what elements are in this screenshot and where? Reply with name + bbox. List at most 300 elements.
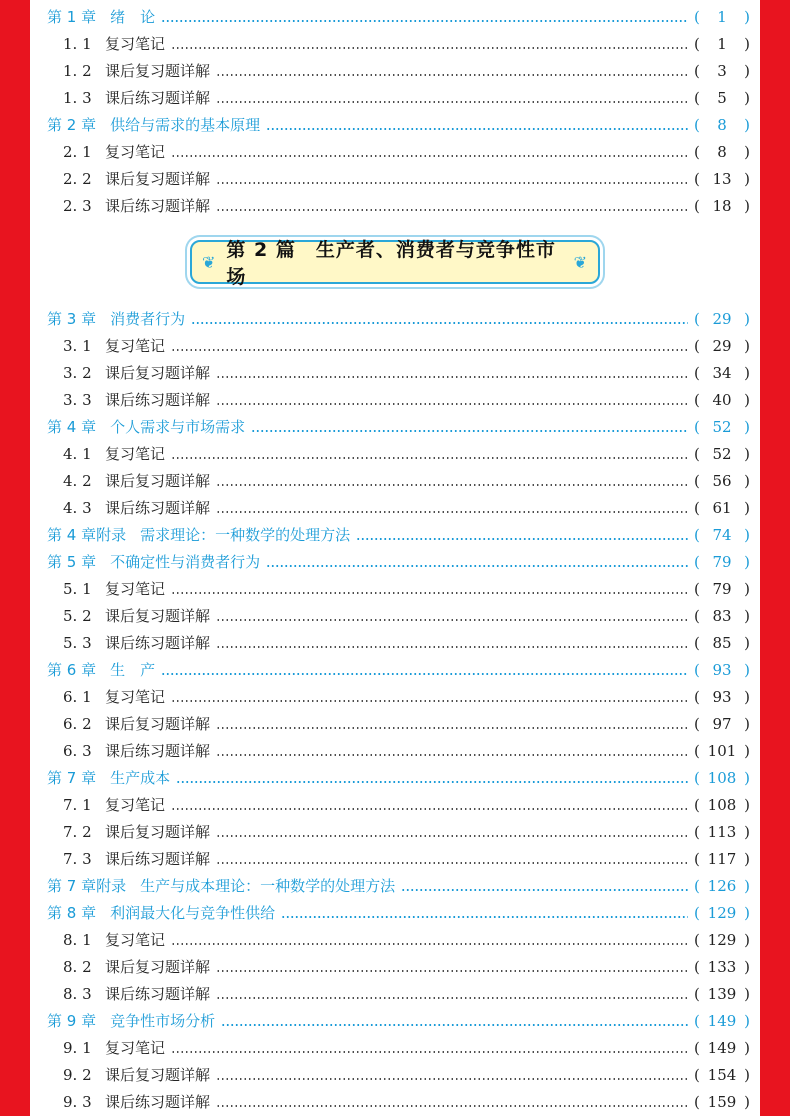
toc-page-number <box>694 900 760 927</box>
page-number-value: 79 <box>712 553 732 571</box>
toc-page-number <box>694 360 760 387</box>
toc-entry-number: 第 2 章 <box>47 116 97 134</box>
toc-section-entry[interactable] <box>30 360 760 387</box>
toc-entry-title: 复习笔记 <box>105 143 166 161</box>
paren-close: ) <box>744 310 750 328</box>
toc-section-entry[interactable] <box>30 846 760 873</box>
paren-open: ( <box>694 553 700 571</box>
toc-chapter-entry[interactable] <box>30 873 760 900</box>
toc-entry-title: 复习笔记 <box>105 337 166 355</box>
toc-section-entry[interactable] <box>30 1062 760 1089</box>
page-number-value: 74 <box>712 526 732 544</box>
toc-entry-number: 1. 1 <box>63 35 92 53</box>
toc-entry-title: 课后复习题详解 <box>105 958 211 976</box>
paren-open: ( <box>694 499 700 517</box>
toc-entry-label <box>30 360 210 387</box>
toc-entry-number: 3. 2 <box>63 364 92 382</box>
toc-entry-number: 6. 1 <box>63 688 92 706</box>
paren-close: ) <box>744 116 750 134</box>
paren-close: ) <box>744 715 750 733</box>
paren-close: ) <box>744 823 750 841</box>
toc-entry-title: 复习笔记 <box>105 35 166 53</box>
toc-chapter-entry[interactable] <box>30 765 760 792</box>
toc-group-part1 <box>30 4 760 220</box>
toc-section-entry[interactable] <box>30 166 760 193</box>
toc-entry-number: 第 9 章 <box>47 1012 97 1030</box>
paren-close: ) <box>744 418 750 436</box>
toc-page-number <box>694 576 760 603</box>
toc-entry-label <box>30 193 210 220</box>
paren-open: ( <box>694 958 700 976</box>
toc-section-entry[interactable] <box>30 792 760 819</box>
toc-entry-number: 第 3 章 <box>47 310 97 328</box>
toc-entry-title: 课后复习题详解 <box>105 1066 211 1084</box>
paren-close: ) <box>744 472 750 490</box>
toc-section-entry[interactable] <box>30 387 760 414</box>
page-number-value: 13 <box>712 170 732 188</box>
ornament-left-icon: ❦ <box>202 252 217 272</box>
paren-open: ( <box>694 418 700 436</box>
paren-open: ( <box>694 337 700 355</box>
toc-page-number <box>694 414 760 441</box>
toc-section-entry[interactable] <box>30 1035 760 1062</box>
toc-section-entry[interactable] <box>30 333 760 360</box>
page-number-value: 8 <box>717 143 727 161</box>
dot-leader <box>171 592 688 594</box>
page-number-value: 56 <box>712 472 732 490</box>
dot-leader <box>161 673 688 675</box>
toc-section-entry[interactable] <box>30 711 760 738</box>
toc-entry-title: 课后练习题详解 <box>105 499 211 517</box>
toc-section-entry[interactable] <box>30 31 760 58</box>
paren-open: ( <box>694 472 700 490</box>
dot-leader <box>191 322 688 324</box>
toc-entry-title: 利润最大化与竞争性供给 <box>110 904 276 922</box>
paren-open: ( <box>694 931 700 949</box>
page-number-value: 149 <box>707 1012 737 1030</box>
paren-close: ) <box>744 337 750 355</box>
toc-page-number <box>694 981 760 1008</box>
toc-entry-label <box>30 387 210 414</box>
paren-open: ( <box>694 391 700 409</box>
toc-section-entry[interactable] <box>30 193 760 220</box>
dot-leader <box>216 182 688 184</box>
toc-entry-label <box>30 414 245 441</box>
toc-entry-label <box>30 139 165 166</box>
dot-leader <box>161 20 688 22</box>
dot-leader <box>171 457 688 459</box>
toc-page-number <box>694 58 760 85</box>
toc-entry-label <box>30 765 170 792</box>
toc-entry-title: 课后练习题详解 <box>105 985 211 1003</box>
toc-section-entry[interactable] <box>30 927 760 954</box>
toc-chapter-entry[interactable] <box>30 522 760 549</box>
page-number-value: 52 <box>712 418 732 436</box>
toc-entry-label <box>30 306 185 333</box>
toc-section-entry[interactable] <box>30 981 760 1008</box>
toc-entry-number: 8. 2 <box>63 958 92 976</box>
page-number-value: 29 <box>712 310 732 328</box>
toc-entry-number: 第 7 章附录 <box>47 877 127 895</box>
toc-entry-title: 课后练习题详解 <box>105 1093 211 1111</box>
toc-entry-title: 课后练习题详解 <box>105 197 211 215</box>
toc-entry-label <box>30 112 260 139</box>
dot-leader <box>251 430 688 432</box>
toc-entry-number: 5. 2 <box>63 607 92 625</box>
toc-chapter-entry[interactable] <box>30 657 760 684</box>
toc-page-number <box>694 441 760 468</box>
paren-close: ) <box>744 688 750 706</box>
toc-section-entry[interactable] <box>30 684 760 711</box>
paren-open: ( <box>694 688 700 706</box>
toc-entry-title: 复习笔记 <box>105 580 166 598</box>
part-banner <box>190 239 600 288</box>
toc-page-number <box>694 684 760 711</box>
toc-page-number <box>694 1035 760 1062</box>
toc-section-entry[interactable] <box>30 441 760 468</box>
toc-page-number <box>694 85 760 112</box>
toc-page-number <box>694 31 760 58</box>
toc-entry-title: 课后练习题详解 <box>105 850 211 868</box>
paren-open: ( <box>694 8 700 26</box>
paren-close: ) <box>744 634 750 652</box>
toc-entry-title: 生产成本 <box>110 769 171 787</box>
dot-leader <box>216 403 688 405</box>
toc-entry-title: 课后复习题详解 <box>105 170 211 188</box>
toc-section-entry[interactable] <box>30 58 760 85</box>
toc-page-number <box>694 1089 760 1116</box>
paren-open: ( <box>694 661 700 679</box>
toc-section-entry[interactable] <box>30 954 760 981</box>
toc-chapter-entry[interactable] <box>30 4 760 31</box>
page-number-value: 40 <box>712 391 732 409</box>
paren-open: ( <box>694 1039 700 1057</box>
paren-open: ( <box>694 904 700 922</box>
dot-leader <box>171 155 688 157</box>
toc-section-entry[interactable] <box>30 819 760 846</box>
toc-entry-label <box>30 31 165 58</box>
paren-close: ) <box>744 364 750 382</box>
dot-leader <box>171 47 688 49</box>
toc-entry-label <box>30 549 260 576</box>
page-number-value: 129 <box>707 931 737 949</box>
toc-entry-label <box>30 738 210 765</box>
page-number-value: 159 <box>707 1093 737 1111</box>
paren-open: ( <box>694 170 700 188</box>
dot-leader <box>216 727 688 729</box>
dot-leader <box>216 1078 688 1080</box>
page-number-value: 108 <box>707 769 737 787</box>
dot-leader <box>171 808 688 810</box>
paren-open: ( <box>694 796 700 814</box>
dot-leader <box>216 209 688 211</box>
paren-close: ) <box>744 553 750 571</box>
toc-entry-title: 课后复习题详解 <box>105 715 211 733</box>
toc-entry-number: 第 4 章附录 <box>47 526 127 544</box>
toc-entry-label <box>30 657 155 684</box>
toc-entry-label <box>30 166 210 193</box>
toc-entry-label <box>30 603 210 630</box>
toc-entry-title: 绪 论 <box>110 8 156 26</box>
toc-chapter-entry[interactable] <box>30 414 760 441</box>
toc-entry-title: 课后复习题详解 <box>105 607 211 625</box>
toc-entry-number: 2. 2 <box>63 170 92 188</box>
dot-leader <box>216 646 688 648</box>
toc-entry-label <box>30 1035 165 1062</box>
toc-entry-number: 8. 1 <box>63 931 92 949</box>
paren-close: ) <box>744 1012 750 1030</box>
dot-leader <box>216 484 688 486</box>
toc-page-number <box>694 819 760 846</box>
paren-open: ( <box>694 823 700 841</box>
dot-leader <box>216 101 688 103</box>
toc-entry-number: 4. 2 <box>63 472 92 490</box>
toc-section-entry[interactable] <box>30 576 760 603</box>
paren-close: ) <box>744 769 750 787</box>
toc-section-entry[interactable] <box>30 139 760 166</box>
toc-entry-label <box>30 927 165 954</box>
toc-entry-title: 复习笔记 <box>105 1039 166 1057</box>
toc-entry-label <box>30 4 155 31</box>
paren-close: ) <box>744 1093 750 1111</box>
paren-close: ) <box>744 499 750 517</box>
toc-entry-label <box>30 900 275 927</box>
toc-section-entry[interactable] <box>30 603 760 630</box>
toc-entry-number: 第 7 章 <box>47 769 97 787</box>
toc-entry-number: 4. 3 <box>63 499 92 517</box>
toc-page-number <box>694 657 760 684</box>
toc-entry-number: 2. 1 <box>63 143 92 161</box>
page-number-value: 85 <box>712 634 732 652</box>
paren-close: ) <box>744 661 750 679</box>
dot-leader <box>171 1051 688 1053</box>
toc-page <box>30 0 760 1116</box>
toc-entry-label <box>30 58 210 85</box>
paren-close: ) <box>744 607 750 625</box>
page-number-value: 1 <box>717 35 727 53</box>
toc-page-number <box>694 193 760 220</box>
paren-open: ( <box>694 445 700 463</box>
toc-page-number <box>694 333 760 360</box>
dot-leader <box>171 349 688 351</box>
page-number-value: 8 <box>717 116 727 134</box>
toc-entry-number: 5. 3 <box>63 634 92 652</box>
toc-entry-label <box>30 1008 215 1035</box>
toc-entry-number: 7. 3 <box>63 850 92 868</box>
page-number-value: 108 <box>707 796 737 814</box>
toc-entry-title: 复习笔记 <box>105 931 166 949</box>
dot-leader <box>221 1024 688 1026</box>
dot-leader <box>216 511 688 513</box>
page-number-value: 113 <box>707 823 737 841</box>
toc-entry-number: 第 5 章 <box>47 553 97 571</box>
toc-entry-label <box>30 819 210 846</box>
toc-page-number <box>694 522 760 549</box>
toc-section-entry[interactable] <box>30 630 760 657</box>
part-banner-title: 第 2 篇 生产者、消费者与竞争性市场 <box>226 239 556 288</box>
toc-page-number <box>694 603 760 630</box>
page-number-value: 129 <box>707 904 737 922</box>
paren-open: ( <box>694 310 700 328</box>
toc-entry-title: 复习笔记 <box>105 796 166 814</box>
toc-chapter-entry[interactable] <box>30 549 760 576</box>
toc-entry-number: 1. 3 <box>63 89 92 107</box>
paren-close: ) <box>744 958 750 976</box>
dot-leader <box>176 781 688 783</box>
dot-leader <box>216 835 688 837</box>
page-number-value: 154 <box>707 1066 737 1084</box>
page-number-value: 52 <box>712 445 732 463</box>
paren-close: ) <box>744 170 750 188</box>
page-number-value: 18 <box>712 197 732 215</box>
dot-leader <box>401 889 688 891</box>
paren-close: ) <box>744 580 750 598</box>
page-number-value: 93 <box>712 688 732 706</box>
paren-open: ( <box>694 62 700 80</box>
toc-entry-title: 供给与需求的基本原理 <box>110 116 261 134</box>
toc-entry-label <box>30 792 165 819</box>
paren-open: ( <box>694 1093 700 1111</box>
toc-entry-label <box>30 333 165 360</box>
toc-entry-title: 复习笔记 <box>105 688 166 706</box>
toc-entry-label <box>30 468 210 495</box>
toc-section-entry[interactable] <box>30 85 760 112</box>
toc-entry-title: 课后复习题详解 <box>105 823 211 841</box>
paren-close: ) <box>744 62 750 80</box>
dot-leader <box>171 943 688 945</box>
toc-entry-label <box>30 954 210 981</box>
page-number-value: 139 <box>707 985 737 1003</box>
dot-leader <box>266 128 688 130</box>
paren-open: ( <box>694 35 700 53</box>
page-number-value: 61 <box>712 499 732 517</box>
toc-entry-number: 第 4 章 <box>47 418 97 436</box>
toc-page-number <box>694 954 760 981</box>
toc-page-number <box>694 765 760 792</box>
toc-section-entry[interactable] <box>30 495 760 522</box>
paren-close: ) <box>744 985 750 1003</box>
dot-leader <box>216 970 688 972</box>
toc-section-entry[interactable] <box>30 1089 760 1116</box>
dot-leader <box>216 74 688 76</box>
paren-open: ( <box>694 985 700 1003</box>
toc-entry-title: 生产与成本理论：一种数学的处理方法 <box>140 877 396 895</box>
paren-close: ) <box>744 742 750 760</box>
dot-leader <box>171 700 688 702</box>
toc-page-number <box>694 873 760 900</box>
toc-entry-label <box>30 684 165 711</box>
paren-close: ) <box>744 197 750 215</box>
toc-entry-title: 生 产 <box>110 661 156 679</box>
toc-page-number <box>694 927 760 954</box>
toc-entry-label <box>30 522 350 549</box>
paren-open: ( <box>694 877 700 895</box>
toc-entry-title: 复习笔记 <box>105 445 166 463</box>
paren-close: ) <box>744 89 750 107</box>
toc-chapter-entry[interactable] <box>30 900 760 927</box>
toc-entry-title: 课后复习题详解 <box>105 472 211 490</box>
page-number-value: 149 <box>707 1039 737 1057</box>
toc-entry-number: 第 8 章 <box>47 904 97 922</box>
toc-entry-label <box>30 495 210 522</box>
toc-page-number <box>694 468 760 495</box>
paren-open: ( <box>694 1012 700 1030</box>
page-number-value: 101 <box>707 742 737 760</box>
toc-chapter-entry[interactable] <box>30 1008 760 1035</box>
toc-entry-number: 4. 1 <box>63 445 92 463</box>
toc-entry-label <box>30 85 210 112</box>
toc-entry-number: 9. 1 <box>63 1039 92 1057</box>
dot-leader <box>216 376 688 378</box>
paren-open: ( <box>694 364 700 382</box>
toc-entry-label <box>30 630 210 657</box>
toc-entry-number: 3. 3 <box>63 391 92 409</box>
dot-leader <box>216 754 688 756</box>
toc-page-number <box>694 792 760 819</box>
toc-entry-number: 5. 1 <box>63 580 92 598</box>
toc-entry-label <box>30 441 165 468</box>
toc-entry-label <box>30 981 210 1008</box>
paren-open: ( <box>694 1066 700 1084</box>
toc-entry-title: 课后练习题详解 <box>105 742 211 760</box>
toc-chapter-entry[interactable] <box>30 112 760 139</box>
toc-entry-label <box>30 1062 210 1089</box>
toc-entry-title: 消费者行为 <box>110 310 186 328</box>
paren-open: ( <box>694 607 700 625</box>
toc-entry-number: 8. 3 <box>63 985 92 1003</box>
toc-entry-label <box>30 846 210 873</box>
toc-section-entry[interactable] <box>30 468 760 495</box>
toc-entry-number: 第 1 章 <box>47 8 97 26</box>
toc-page-number <box>694 139 760 166</box>
toc-page-number <box>694 306 760 333</box>
toc-group-part2 <box>30 306 760 1116</box>
toc-entry-number: 2. 3 <box>63 197 92 215</box>
paren-open: ( <box>694 143 700 161</box>
toc-entry-label <box>30 576 165 603</box>
toc-entry-number: 1. 2 <box>63 62 92 80</box>
paren-open: ( <box>694 769 700 787</box>
toc-entry-title: 课后练习题详解 <box>105 634 211 652</box>
paren-close: ) <box>744 850 750 868</box>
part-banner-wrap <box>30 240 760 286</box>
page-number-value: 79 <box>712 580 732 598</box>
dot-leader <box>216 619 688 621</box>
toc-entry-number: 6. 2 <box>63 715 92 733</box>
paren-open: ( <box>694 634 700 652</box>
toc-page-number <box>694 4 760 31</box>
paren-open: ( <box>694 89 700 107</box>
toc-entry-title: 课后复习题详解 <box>105 62 211 80</box>
toc-entry-number: 7. 2 <box>63 823 92 841</box>
toc-page-number <box>694 495 760 522</box>
toc-page-number <box>694 630 760 657</box>
paren-open: ( <box>694 580 700 598</box>
paren-close: ) <box>744 877 750 895</box>
dot-leader <box>356 538 688 540</box>
page-number-value: 29 <box>712 337 732 355</box>
toc-section-entry[interactable] <box>30 738 760 765</box>
page-number-value: 93 <box>712 661 732 679</box>
page-number-value: 5 <box>717 89 727 107</box>
dot-leader <box>281 916 688 918</box>
toc-page-number <box>694 711 760 738</box>
paren-open: ( <box>694 742 700 760</box>
toc-chapter-entry[interactable] <box>30 306 760 333</box>
dot-leader <box>216 862 688 864</box>
toc-entry-title: 个人需求与市场需求 <box>110 418 246 436</box>
toc-entry-title: 竞争性市场分析 <box>110 1012 216 1030</box>
